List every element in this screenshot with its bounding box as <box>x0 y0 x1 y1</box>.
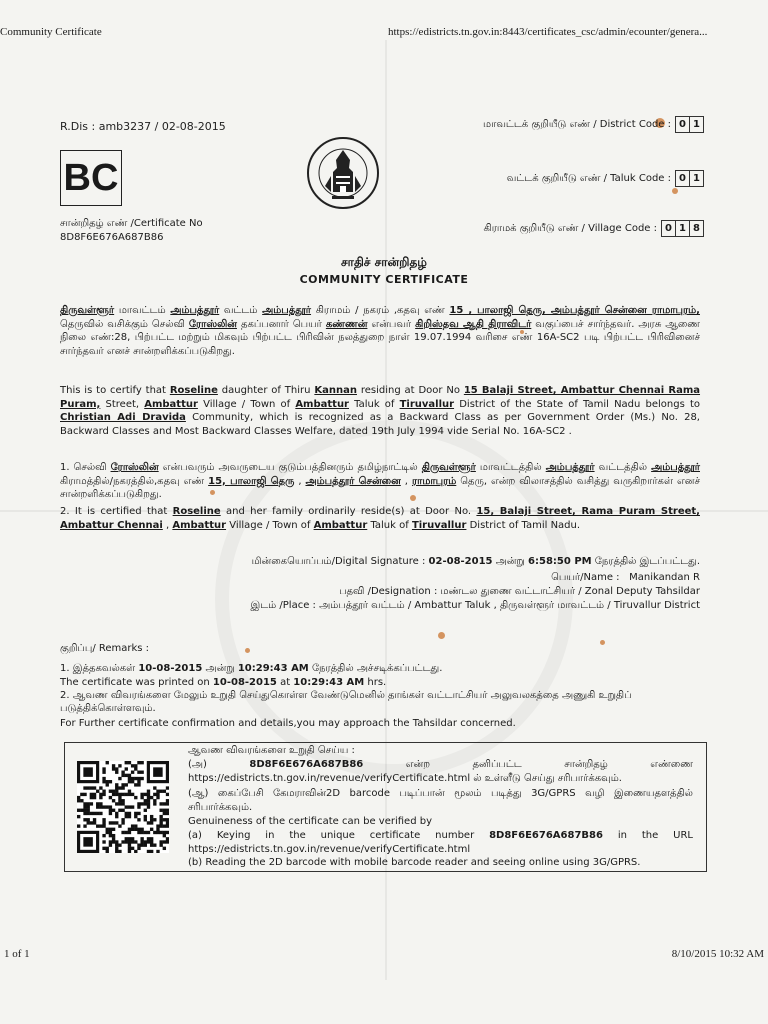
father-name: Kannan <box>314 385 357 396</box>
district-code-label: மாவட்டக் குறியீடு எண் / District Code : <box>483 118 671 130</box>
village-code-boxes <box>661 220 704 237</box>
text: The certificate was printed on <box>60 677 213 688</box>
taluk-code-row <box>507 170 704 187</box>
text: தகப்பனார் பெயர் <box>236 318 326 330</box>
town-name: Ambattur <box>313 519 368 531</box>
verify-heading-english: Genuineness of the certificate can be verified by <box>188 816 433 827</box>
person-name: ரோஸ்லின் <box>110 462 159 473</box>
taluk-code-label: வட்டக் குறியீடு எண் / Taluk Code : <box>506 172 671 184</box>
text: 1. இத்தகவல்கள் <box>60 663 139 674</box>
text: residing at Door No <box>356 385 464 396</box>
text: , <box>162 519 173 531</box>
verify-option-b-tamil: (ஆ) கைப்பேசி கேமராவின்2D barcode படிப்பான் மூலம் படித்து 3G/GPRS வழி இணையதளத்தில் சரிபார்க்கவும். <box>188 788 693 813</box>
text: கிராமத்தில்/நகரத்தில்,கதவு எண் <box>60 475 209 487</box>
taluk-name: அம்பத்தூர் <box>545 462 595 473</box>
remark-1-tamil <box>60 662 700 675</box>
text: 2. It is certified that <box>60 506 173 517</box>
district-name: திருவள்ளூர் <box>60 305 115 316</box>
certificate-no-value: 8D8F6E676A687B86 <box>60 232 164 243</box>
stain-spot <box>438 632 445 639</box>
taluk-code-boxes <box>675 170 704 187</box>
text: Community, which is recognized as a Backward Class as per Government Order (Ms.) No. 28, Backward Classes and Most Backward Classes Welfare, dated 19th July 1994 vide Serial No. 16A-SC2 . <box>60 412 700 437</box>
text: (அ) <box>188 759 250 770</box>
text: Village / Town of <box>197 398 296 410</box>
body-paragraph-english-1 <box>60 384 700 438</box>
text: Taluk of <box>349 398 400 410</box>
text: This is to certify that <box>60 385 170 396</box>
father-name: கண்ணன் <box>325 318 368 330</box>
text: தெரு, என்ற விலாசத்தில் வசித்து வருகிறார்கள் எனச் சான்றளிக்கப்படுகிறது. <box>60 475 700 500</box>
code-digit: 1 <box>693 119 700 130</box>
body-paragraph-tamil-1 <box>60 304 700 358</box>
text: என்ற தனிப்பட்ட சான்றிதழ் எண்ணை https://edistricts.tn.gov.in/revenue/verifyCertificate.html ல் உள்ளீடு செய்து சரிபார்க்கவும். <box>188 759 693 784</box>
person-name: Roseline <box>169 385 218 396</box>
village-name: அம்பத்தூர் <box>262 305 312 316</box>
text: வகுப்பைச் சார்ந்தவர். அரசு ஆணை நிலை எண்:28, பிற்பட்ட மற்றும் மிகவும் பிற்பட்ட பிரிவின் நலத்துறை நாள் 19.07.1994 வரிசை எண் 16A-SC2 படி பிற்பட்ட பிரிவினைச் சார்ந்தவர் எனச் சான்றளிக்கப்படுகிறது. <box>60 318 701 357</box>
verify-option-b-english: (b) Reading the 2D barcode with mobile barcode reader and seeing online using 3G/GPRS. <box>188 857 641 868</box>
code-digit: 0 <box>676 117 690 132</box>
text: தெருவில் வசிக்கும் செல்வி <box>60 318 189 330</box>
village-name: அம்பத்தூர் <box>651 462 700 473</box>
text: மாவட்டம் <box>114 305 171 316</box>
remark-2-english: For Further certificate confirmation and details,you may approach the Tahsildar concerned. <box>60 718 516 729</box>
body-paragraph-english-2 <box>60 505 700 532</box>
print-date: 10-08-2015 <box>138 663 203 674</box>
text: daughter of Thiru <box>217 385 315 396</box>
door-address: 15 Balaji Street, Ambattur Chennai Rama Puram, <box>60 385 701 410</box>
text: அன்று <box>492 556 529 567</box>
signature-date: 02-08-2015 <box>428 556 493 567</box>
text: வட்டத்தில் <box>594 462 652 473</box>
text: என்பவரும் அவருடைய குடும்பத்தினரும் தமிழ்நாட்டில் <box>158 462 422 473</box>
text: அன்று <box>202 663 238 674</box>
district-name: Tiruvallur <box>399 398 455 410</box>
district-code-row <box>483 116 704 133</box>
stain-spot <box>600 640 605 645</box>
text: in the URL https://edistricts.tn.gov.in/revenue/verifyCertificate.html <box>188 830 693 855</box>
place-line: இடம் /Place : அம்பத்தூர் வட்டம் / Ambattur Taluk , திருவள்ளூர் மாவட்டம் / Tiruvallur District <box>250 600 700 611</box>
village-name: Ambattur <box>172 519 227 531</box>
verify-option-a-english <box>188 829 693 856</box>
text: District of the State of Tamil Nadu belongs to <box>454 398 700 410</box>
qr-code-icon <box>77 761 169 853</box>
certificate-code: 8D8F6E676A687B86 <box>249 759 364 770</box>
village-name: Ambattur <box>144 398 198 410</box>
text: கிராமம் / நகரம் ,கதவு எண் <box>311 305 450 316</box>
verify-heading-tamil: ஆவண விவரங்களை உறுதி செய்ய : <box>188 745 355 756</box>
stain-spot <box>245 648 250 653</box>
signatory-name-line <box>551 571 700 584</box>
code-digit: 1 <box>693 173 700 184</box>
print-header-title: Community Certificate <box>0 26 102 38</box>
code-digit: 0 <box>676 171 690 186</box>
print-time: 10:29:43 AM <box>237 663 309 674</box>
code-digit: 1 <box>676 221 690 236</box>
door-address: 15 , பாலாஜி தெரு, அம்பத்தூர் சென்னை ராமாபுரம், <box>449 305 700 316</box>
text: பெயர்/Name : <box>551 572 620 583</box>
designation-line: பதவி /Designation : மண்டல துணை வட்டாட்சியர் / Zonal Deputy Tahsildar <box>339 586 700 597</box>
text: , <box>294 475 306 487</box>
title-tamil: சாதிச் சான்றிதழ் <box>341 255 427 269</box>
taluk-name: அம்பத்தூர் <box>170 305 220 316</box>
text: at <box>276 677 294 688</box>
community-name: Christian Adi Dravida <box>60 412 186 423</box>
text: நேரத்தில் இடப்பட்டது. <box>591 556 700 567</box>
text: நேரத்தில் அச்சடிக்கப்பட்டது. <box>308 663 443 674</box>
remark-1-english <box>60 676 700 689</box>
text: மின்கையொப்பம்/Digital Signature : <box>251 556 429 567</box>
signature-time: 6:58:50 PM <box>528 556 592 567</box>
text: District of Tamil Nadu. <box>466 519 581 531</box>
text: and her family ordinarily reside(s) at Door No. <box>220 506 477 517</box>
person-name: ரோஸ்லின் <box>188 318 237 330</box>
category-badge: BC <box>60 150 122 206</box>
rdis-reference: R.Dis : amb3237 / 02-08-2015 <box>60 120 226 133</box>
text: (a) Keying in the unique certificate number <box>188 830 490 841</box>
print-footer-datetime: 8/10/2015 10:32 AM <box>671 948 764 960</box>
signatory-name: Manikandan R <box>629 572 700 583</box>
text: Taluk of <box>367 519 412 531</box>
area-name: ராமாபுரம் <box>411 475 457 487</box>
certificate-code: 8D8F6E676A687B86 <box>489 830 603 841</box>
print-footer-pages: 1 of 1 <box>4 948 30 960</box>
remarks-heading: குறிப்பு/ Remarks : <box>60 643 150 654</box>
text: மாவட்டத்தில் <box>475 462 546 473</box>
text: Village / Town of <box>226 519 314 531</box>
text: வட்டம் <box>219 305 263 316</box>
town-name: Ambattur <box>295 398 349 410</box>
district-code-boxes <box>675 116 704 133</box>
village-code-label: கிராமக் குறியீடு எண் / Village Code : <box>483 222 657 234</box>
area-name: அம்பத்தூர் சென்னை <box>305 475 401 487</box>
door-address: 15, Balaji Street, Rama Puram Street, Ambattur Chennai <box>60 506 700 531</box>
print-date: 10-08-2015 <box>212 677 277 688</box>
digital-signature-line <box>252 555 700 568</box>
text: , <box>400 475 412 487</box>
print-time: 10:29:43 AM <box>293 677 365 688</box>
remark-2-tamil: 2. ஆவண விவரங்களை மேலும் உறுதி செய்துகொள்ள வேண்டுமெனில் தாங்கள் வட்டாட்சியர் அலுவலகத்தை அணுகி உறுதிப் படுத்திக்கொள்ளவும். <box>60 690 632 714</box>
community-name: கிறிஸ்தவ ஆதி திராவிடர் <box>415 318 532 330</box>
stain-spot <box>672 188 678 194</box>
code-digit: 0 <box>662 221 676 236</box>
text: என்பவர் <box>367 318 416 330</box>
district-name: Tiruvallur <box>411 519 467 531</box>
district-name: திருவள்ளூர் <box>421 462 476 473</box>
text: Street, <box>100 398 145 410</box>
person-name: Roseline <box>172 506 221 517</box>
print-header-url: https://edistricts.tn.gov.in:8443/certificates_csc/admin/ecounter/genera... <box>388 26 708 38</box>
title-english: COMMUNITY CERTIFICATE <box>299 273 469 286</box>
verify-option-a-tamil <box>188 758 693 785</box>
text: hrs. <box>364 677 387 688</box>
door-address: 15, பாலாஜி தெரு <box>208 475 295 487</box>
certificate-no-label: சான்றிதழ் எண் /Certificate No <box>60 218 203 229</box>
village-code-row <box>484 220 704 237</box>
tamil-nadu-emblem-icon <box>306 136 380 210</box>
body-paragraph-tamil-2 <box>60 461 700 502</box>
text: 1. செல்வி <box>60 462 111 473</box>
code-digit: 8 <box>693 223 700 234</box>
